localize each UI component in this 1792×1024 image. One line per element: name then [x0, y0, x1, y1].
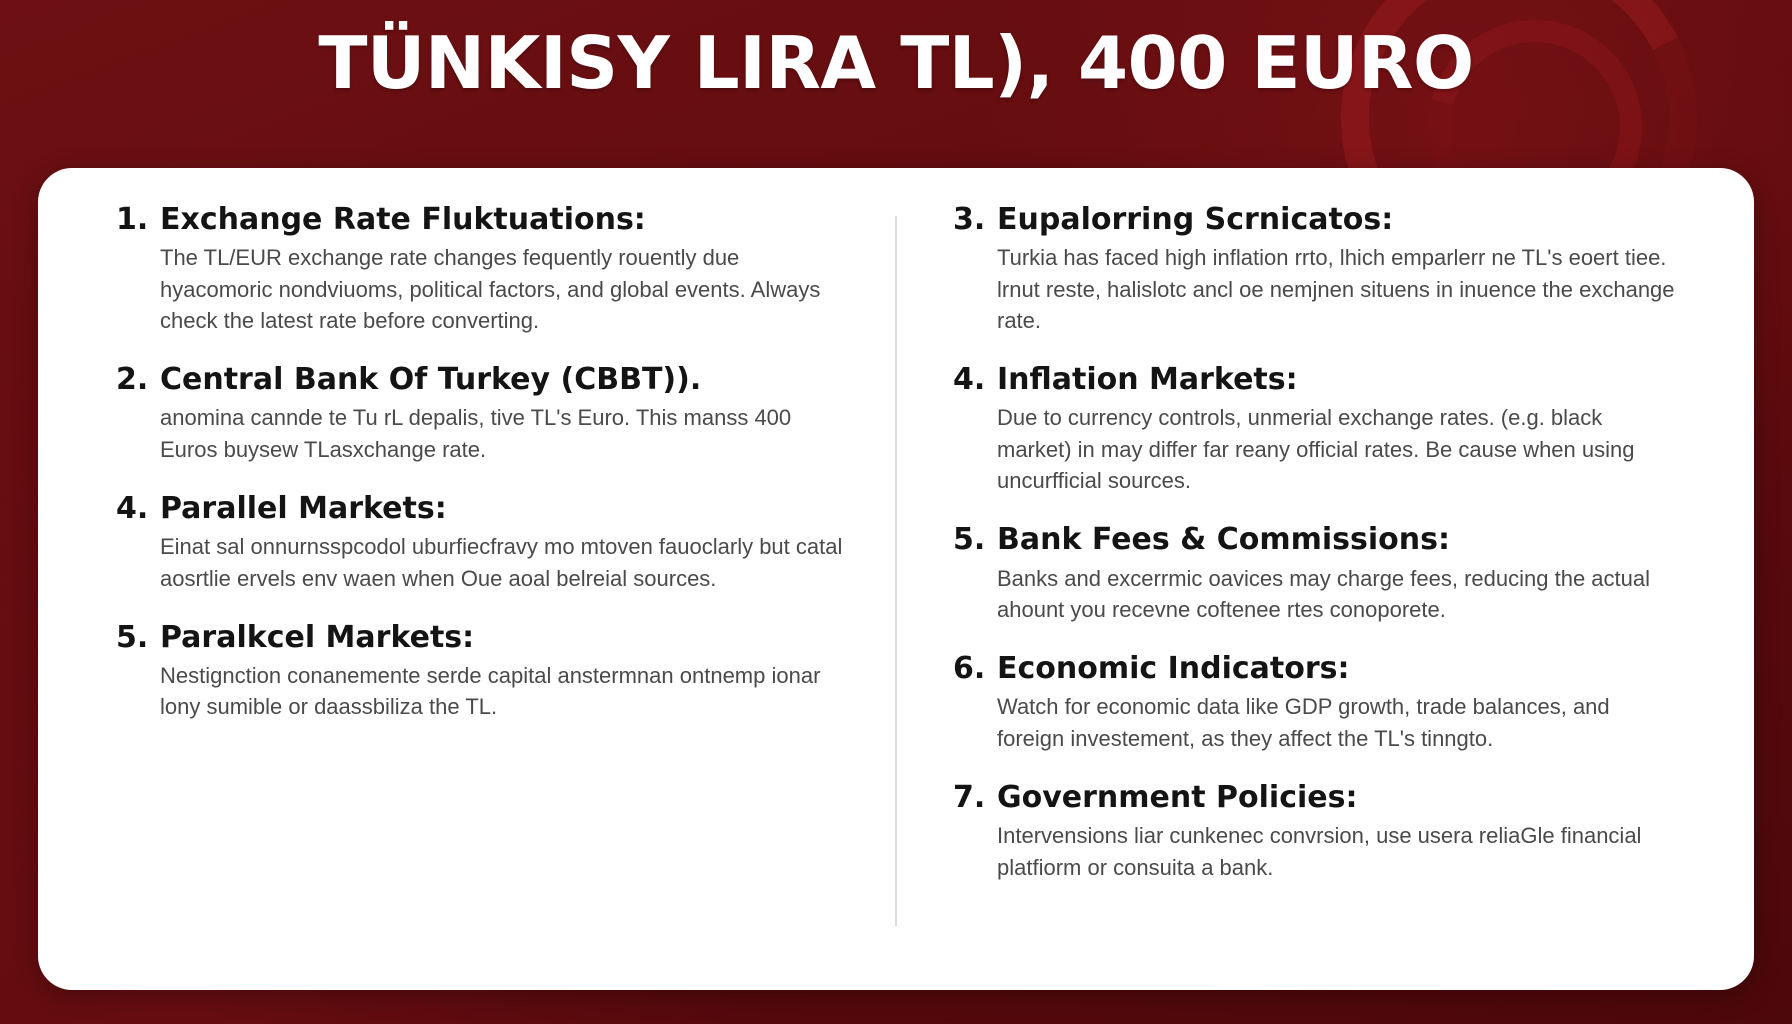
right-column [897, 202, 1712, 966]
list-item [953, 202, 1682, 336]
list-item-number: 3. [953, 202, 986, 237]
list-item-heading: Parallel Markets: [160, 490, 447, 526]
list-item-heading: Exchange Rate Fluktuations: [160, 202, 646, 237]
list-item-number: 2. [116, 362, 149, 398]
list-item-number: 7. [953, 779, 986, 815]
list-item [116, 491, 847, 594]
page-title: TÜNKISY LIRA TL), 400 EURO [318, 21, 1474, 105]
list-item-text: Nestignction conanemente serde capital anstermnan ontnemp ionar lony sumible or daassbiliza the TL. [160, 663, 821, 720]
list-item [953, 651, 1682, 754]
list-item-heading: Government Policies: [997, 779, 1358, 815]
list-item-heading: Paralkcel Markets: [160, 619, 475, 655]
list-item-body [160, 620, 847, 723]
list-item-heading: Eupalorring Scrnicatos: [997, 202, 1394, 237]
list-item-text: anomina cannde te Tu rL depalis, tive TL's Euro. This manss 400 Euros buysew TLasxchange rate. [160, 405, 792, 462]
list-item-text: Due to currency controls, unmerial exchange rates. (e.g. black market) in may differ far reany official rates. Be cause when using uncurfficial sources. [997, 405, 1635, 493]
list-item-number: 4. [953, 362, 986, 398]
list-item-body [997, 522, 1682, 625]
list-item-body [997, 780, 1682, 883]
list-item-body [160, 362, 847, 465]
content-card [38, 168, 1754, 990]
list-item-text: Turkia has faced high inflation rrto, lhich emparlerr ne TL's eoert tiee. lrnut reste, halislotc ancl oe nemjnen situens in inuence the exchange rate. [997, 245, 1675, 333]
list-item-heading: Central Bank Of Turkey (CBBT)). [160, 362, 702, 398]
list-item-number: 1. [116, 202, 149, 237]
list-item-body [997, 202, 1682, 336]
list-item [953, 780, 1682, 883]
list-item-heading: Economic Indicators: [997, 651, 1350, 687]
list-item [953, 362, 1682, 496]
list-item [953, 522, 1682, 625]
list-item-number: 6. [953, 651, 986, 687]
list-item [116, 620, 847, 723]
list-item [116, 362, 847, 465]
list-item-text: The TL/EUR exchange rate changes fequently rouently due hyacomoric nondviuoms, political factors, and global events. Always check the latest rate before converting. [160, 245, 821, 333]
list-item-heading: Inflation Markets: [997, 362, 1298, 398]
list-item-number: 4. [116, 490, 149, 526]
list-item [116, 202, 847, 336]
list-item-body [997, 651, 1682, 754]
list-item-body [160, 202, 847, 336]
list-item-number: 5. [116, 619, 149, 655]
list-item-body [160, 491, 847, 594]
list-item-body [997, 362, 1682, 496]
list-item-heading: Bank Fees & Commissions: [997, 522, 1450, 558]
list-item-number: 5. [953, 522, 986, 558]
list-item-text: Intervensions liar cunkenec convrsion, use usera reliaGle financial platfiorm or consuita a bank. [997, 823, 1642, 880]
left-column [80, 202, 895, 966]
list-item-text: Watch for economic data like GDP growth, trade balances, and foreign investement, as they affect the TL's tinngto. [997, 694, 1610, 751]
list-item-text: Banks and excerrmic oavices may charge fees, reducing the actual ahount you recevne coftenee rtes conoporete. [997, 565, 1650, 622]
list-item-text: Einat sal onnurnsspcodol uburfiecfravy mo mtoven fauoclarly but catal aosrtlie ervels env waen when Oue aoal belreial sources. [160, 534, 843, 591]
